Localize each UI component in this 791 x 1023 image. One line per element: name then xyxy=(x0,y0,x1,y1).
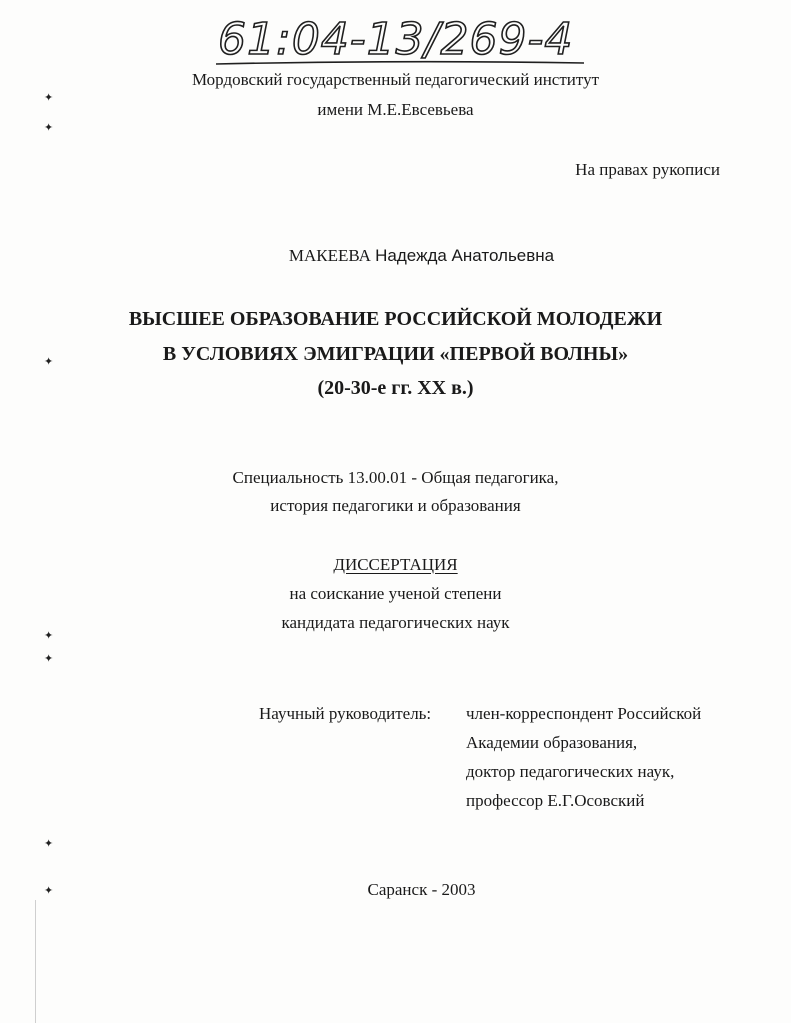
handwritten-archive-number xyxy=(212,8,592,70)
work-type-line-1: на соискание ученой степени xyxy=(289,584,502,603)
manuscript-rights-note: На правах рукописи xyxy=(575,160,720,179)
supervisor-line-1: член-корреспондент Российской xyxy=(466,704,702,723)
supervisor-line-4: профессор Е.Г.Осовский xyxy=(466,791,645,810)
place-and-year: Саранск - 2003 xyxy=(367,880,476,899)
binding-mark-icon: ✦ xyxy=(44,884,54,897)
specialty-line-1: Специальность 13.00.01 - Общая педагогика, xyxy=(232,468,559,487)
author-given-names: Надежда Анатольевна xyxy=(375,246,555,265)
author-surname: МАКЕЕВА xyxy=(288,246,371,265)
binding-mark-icon: ✦ xyxy=(44,629,54,642)
title-line-3: (20-30-е гг. XX в.) xyxy=(317,377,474,399)
supervisor-line-3: доктор педагогических наук, xyxy=(466,762,675,781)
archive-number-text: 61:04-13/269-4 xyxy=(218,14,574,65)
binding-mark-icon: ✦ xyxy=(44,91,54,104)
specialty-line-2: история педагогики и образования xyxy=(270,496,521,515)
title-line-1: ВЫСШЕЕ ОБРАЗОВАНИЕ РОССИЙСКОЙ МОЛОДЕЖИ xyxy=(128,308,663,330)
title-line-2: В УСЛОВИЯХ ЭМИГРАЦИИ «ПЕРВОЙ ВОЛНЫ» xyxy=(162,343,629,365)
binding-mark-icon: ✦ xyxy=(44,837,54,850)
work-type-heading: ДИССЕРТАЦИЯ xyxy=(333,555,458,574)
binding-mark-icon: ✦ xyxy=(44,652,54,665)
author-name xyxy=(0,246,791,266)
institution-line-1: Мордовский государственный педагогический институт xyxy=(191,70,600,89)
institution-line-2: имени М.Е.Евсевьева xyxy=(317,100,474,119)
binding-mark-icon: ✦ xyxy=(44,121,54,134)
supervisor-line-2: Академии образования, xyxy=(466,733,638,752)
binding-mark-icon: ✦ xyxy=(44,355,54,368)
supervisor-label: Научный руководитель: xyxy=(259,704,432,723)
work-type-line-2: кандидата педагогических наук xyxy=(281,613,510,632)
scan-edge-line xyxy=(35,900,36,1023)
